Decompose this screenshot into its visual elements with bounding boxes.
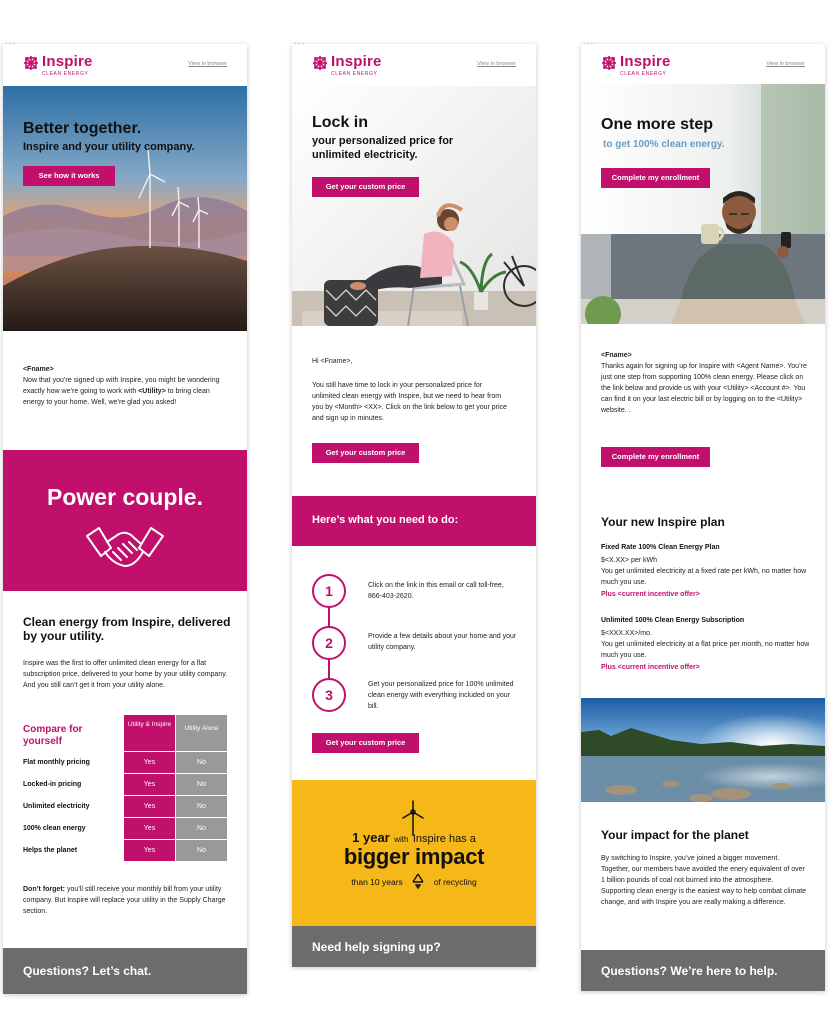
footer-bar (292, 926, 536, 967)
step-number: 1 (312, 574, 346, 608)
hero-subtitle: your personalized price for unlimited electricity. (312, 135, 454, 161)
plan-price: $<X.XX> per kWh (601, 557, 658, 564)
compare-row (23, 774, 227, 796)
step-text: Provide a few details about your home and your utility company. (368, 633, 517, 651)
lake-forest-sunrise-image (581, 698, 825, 802)
compare-row (23, 752, 227, 774)
get-custom-price-bottom-button[interactable]: Get your custom price (312, 733, 419, 753)
compare-no: No (176, 752, 227, 773)
email-header (3, 44, 247, 84)
compare-yes: Yes (124, 840, 175, 861)
impact-body: By switching to Inspire, you’ve joined a bigger movement. Together, our members have avoided the enery equivalent of over 1 billion pounds of coal not burned into the atmosphere. Supporting clean energy is the easiest way to help combat climate change, and with Inspire you are really making a difference. (601, 855, 807, 906)
get-custom-price-hero-button[interactable]: Get your custom price (312, 177, 419, 197)
compare-row (23, 840, 227, 862)
hero-relaxing-woman (292, 86, 536, 326)
see-how-it-works-button[interactable]: See how it works (23, 166, 115, 186)
step-text: Get your personalized price for 100% unlimited clean energy with everything included on your bill. (368, 681, 514, 710)
greeting: <Fname> (601, 352, 632, 359)
footer-text[interactable]: Questions? We’re here to help. (601, 964, 778, 978)
plan-name: Unlimited 100% Clean Energy Subscription (601, 617, 745, 624)
impact-inspire-has: Inspire has a (412, 833, 476, 845)
impact-recycling: of recycling (433, 877, 477, 887)
email-lock-in (292, 44, 536, 967)
steps-banner-title: Here’s what you need to do: (312, 514, 459, 526)
column-utility-inspire: Utility & Inspire (124, 715, 175, 751)
inspire-logo-icon (312, 55, 328, 71)
get-custom-price-button[interactable]: Get your custom price (312, 443, 419, 463)
email-header (581, 44, 825, 84)
impact-line-3 (292, 872, 536, 890)
footer-bar (581, 950, 825, 991)
intro-text-b: to bring clean energy to your home. Well, we’re glad you asked! (23, 388, 210, 406)
compare-no: No (176, 774, 227, 795)
plan-incentive-offer[interactable]: Plus <current incentive offer> (601, 591, 700, 598)
compare-row (23, 796, 227, 818)
compare-row-label: Helps the planet (23, 847, 78, 854)
greeting: Hi <Fname>, (312, 358, 353, 365)
footer-text[interactable]: Need help signing up? (312, 940, 441, 954)
inspire-logo-icon (23, 55, 39, 71)
step-number: 3 (312, 678, 346, 712)
footer-bar (3, 948, 247, 994)
recycle-icon (409, 873, 427, 889)
impact-big-text: bigger impact (343, 844, 485, 869)
banner-title: Power couple. (47, 484, 203, 510)
greeting: <Fname> (23, 366, 54, 373)
email-header (292, 44, 536, 84)
section-body: Inspire was the first to offer unlimited clean energy for a flat subscription price, delivered to your home by your utility company. And you still can’t get it from your utility alone. (23, 660, 228, 689)
hero-title: One more step (601, 116, 714, 133)
complete-enrollment-button[interactable]: Complete my enrollment (601, 447, 710, 467)
brand-name: Inspire (331, 53, 382, 70)
compare-no: No (176, 840, 227, 861)
hero-wind-turbines (3, 86, 247, 331)
column-utility-alone: Utility Alone (176, 715, 227, 751)
body-copy: You still have time to lock in your personalized price for unlimited clean energy with Inspire, but we need to hear from you by <Month> <XX>. Click on the link below to get your price and sign up in minutes. (312, 382, 507, 422)
compare-row-label: Flat monthly pricing (23, 759, 90, 766)
hero-title: Lock in (312, 114, 369, 131)
hero-man-with-coffee (581, 84, 825, 324)
inspire-logo-icon (601, 55, 617, 71)
step-number: 2 (312, 626, 346, 660)
power-couple-banner (3, 450, 247, 591)
impact-one-year: 1 year (352, 830, 390, 845)
brand-tagline: CLEAN ENERGY (331, 71, 378, 77)
plan-description: You get unlimited electricity at a flat price per month, no matter how much you use. (601, 641, 810, 659)
compare-row-label: 100% clean energy (23, 825, 86, 832)
intro-text-a: Now that you’re signed up with Inspire, you might be wondering exactly how we’re going to work with (23, 377, 220, 395)
impact-section-title: Your impact for the planet (601, 828, 749, 842)
intro-copy (23, 364, 228, 408)
compare-row-label: Locked-in pricing (23, 781, 82, 788)
handshake-icon (85, 522, 165, 572)
compare-yes: Yes (124, 818, 175, 839)
plan-section-title: Your new Inspire plan (601, 515, 725, 529)
section-title: Clean energy from Inspire, delivered by your utility. (23, 615, 231, 643)
brand-tagline: CLEAN ENERGY (42, 71, 89, 77)
plan-incentive-offer[interactable]: Plus <current incentive offer> (601, 664, 700, 671)
step-text: Click on the link in this email or call toll-free, 866-403-2620. (368, 582, 504, 600)
plan-description: You get unlimited electricity at a fixed rate per kWh, no matter how much you use. (601, 568, 807, 586)
email-better-together (3, 44, 247, 994)
hero-subtitle: to get 100% clean energy. (603, 139, 725, 150)
compare-yes: Yes (124, 774, 175, 795)
compare-row (23, 818, 227, 840)
bigger-impact-banner (292, 780, 536, 926)
dont-forget-label: Don’t forget: (23, 886, 65, 893)
compare-title: Compare for yourself (23, 724, 83, 747)
brand-tagline: CLEAN ENERGY (620, 71, 667, 77)
complete-enrollment-hero-button[interactable]: Complete my enrollment (601, 168, 710, 188)
plan-name: Fixed Rate 100% Clean Energy Plan (601, 544, 720, 551)
compare-no: No (176, 818, 227, 839)
lake-landscape (581, 698, 825, 802)
body-copy: Thanks again for signing up for Inspire with <Agent Name>. You’re just one step from supporting 100% clean energy. Please click on the link below and provide us with your <Utility> <Account #>. You can find it on your last electric bill or by logging on to the <Utility> website. . (601, 363, 807, 414)
plan-price: $<XXX.XX>/mo. (601, 630, 652, 637)
compare-no: No (176, 796, 227, 817)
dont-forget-note (23, 884, 230, 917)
compare-row-label: Unlimited electricity (23, 803, 90, 810)
compare-yes: Yes (124, 752, 175, 773)
view-in-browser-link[interactable]: View in browser (766, 61, 805, 67)
email-one-more-step (581, 44, 825, 991)
view-in-browser-link[interactable]: View in browser (188, 61, 227, 67)
compare-yes: Yes (124, 796, 175, 817)
steps-banner (292, 496, 536, 546)
dont-forget-text: you’ll still receive your monthly bill from your utility company. But Inspire will replace your utility in the Supply Charge section. (23, 886, 226, 915)
brand-name: Inspire (620, 53, 671, 70)
impact-with: with (394, 835, 409, 844)
view-in-browser-link[interactable]: View in browser (477, 61, 516, 67)
hero-subtitle: Inspire and your utility company. (23, 141, 195, 153)
footer-text[interactable]: Questions? Let’s chat. (23, 964, 152, 978)
intro-utility: <Utility> (138, 388, 166, 395)
hero-title: Better together. (23, 120, 142, 137)
impact-ten-years: than 10 years (351, 877, 403, 887)
brand-name: Inspire (42, 53, 93, 70)
